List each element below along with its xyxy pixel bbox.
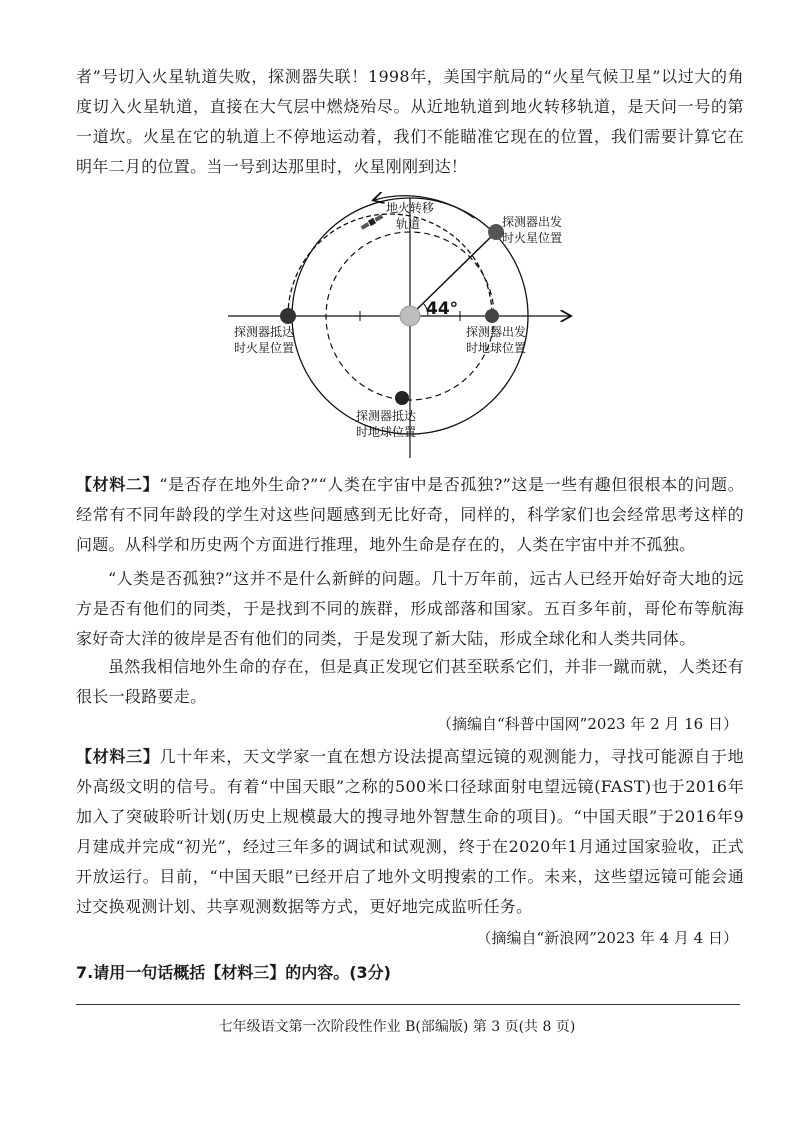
mars-at-departure-label-1: 探测器出发	[502, 215, 563, 229]
material3-tag: 【材料三】	[76, 747, 160, 766]
material2-text-1: “是否存在地外生命?”“人类在宇宙中是否孤独?”这是一些有趣但很根本的问题。经常有不同年龄段的学生对这些问题感到无比好奇，同样的，科学家们也会经常思考这样的问题。从科学和历史两个方面进行推理，地外生命是存在的，人类在宇宙中并不孤独。	[76, 475, 744, 554]
mars-at-arrival-icon	[280, 308, 296, 324]
mars-at-arrival-label-1: 探测器抵达	[234, 325, 295, 339]
material1-tail-paragraph: 者”号切入火星轨道失败，探测器失联！1998年，美国宇航局的“火星气候卫星”以过大的角度切入火星轨道，直接在大气层中燃烧殆尽。从近地轨道到地火转移轨道，是天问一号的第一道坎。火星在它的轨道上不停地运动着，我们不能瞄准它现在的位置，我们需要计算它在明年二月的位置。当一号到达那里时，火星刚刚到达！	[76, 67, 744, 176]
footer-divider	[76, 1004, 740, 1005]
material3-text: 几十年来，天文学家一直在想方设法提高望远镜的观测能力，寻找可能源自于地外高级文明的信号。有着“中国天眼”之称的500米口径球面射电望远镜(FAST)也于2016年加入了突破聆听计划(历史上规模最大的搜寻地外智慧生命的项目)。“中国天眼”于2016年9月建成并完成“初光”，经过三年多的调试和试观测，终于在2020年1月通过国家验收，正式开放运行。目前，“中国天眼”已经开启了地外文明搜索的工作。未来，这些望远镜可能会通过交换观测计划、共享观测数据等方式，更好地完成监听任务。	[76, 747, 744, 916]
probe-icon	[360, 213, 384, 230]
earth-at-arrival-icon	[395, 391, 409, 405]
mars-transfer-orbit-diagram	[224, 190, 576, 464]
transfer-orbit-label-1: 地火转移	[386, 201, 435, 215]
earth-at-departure-icon	[485, 309, 499, 323]
sun-icon	[400, 306, 420, 326]
mars-at-arrival-label-2: 时火星位置	[234, 341, 295, 355]
mars-at-departure-label-2: 时火星位置	[502, 231, 563, 245]
material2-paragraph-1	[76, 470, 744, 560]
page-footer: 七年级语文第一次阶段性作业 B(部编版) 第 3 页(共 8 页)	[218, 1019, 576, 1035]
material2-tag: 【材料二】	[76, 475, 160, 494]
material2-paragraph-3: 虽然我相信地外生命的存在，但是真正发现它们甚至联系它们，并非一蹴而就，人类还有很长一段路要走。	[76, 657, 744, 706]
earth-at-departure-label-2: 时地球位置	[466, 341, 527, 355]
material2-source: （摘编自“科普中国网”2023 年 2 月 16 日）	[437, 715, 738, 733]
material3-paragraph	[76, 742, 744, 922]
angle-label: 44°	[426, 299, 459, 319]
material2-paragraph-2: “人类是否孤独?”这并不是什么新鲜的问题。几十万年前，远古人已经开始好奇大地的远方是否有他们的同类，于是找到不同的族群，形成部落和国家。五百多年前，哥伦布等航海家好奇大洋的彼岸是否有他们的同类，于是发现了新大陆，形成全球化和人类共同体。	[76, 569, 744, 648]
material3-source: （摘编自“新浪网”2023 年 4 月 4 日）	[476, 929, 738, 947]
transfer-orbit-label-2: 轨道	[396, 217, 421, 231]
earth-at-arrival-label-2: 时地球位置	[356, 425, 417, 439]
earth-at-arrival-label-1: 探测器抵达	[356, 409, 417, 423]
question-7: 7.请用一句话概括【材料三】的内容。(3分)	[76, 963, 391, 982]
earth-at-departure-label-1: 探测器出发	[466, 325, 527, 339]
